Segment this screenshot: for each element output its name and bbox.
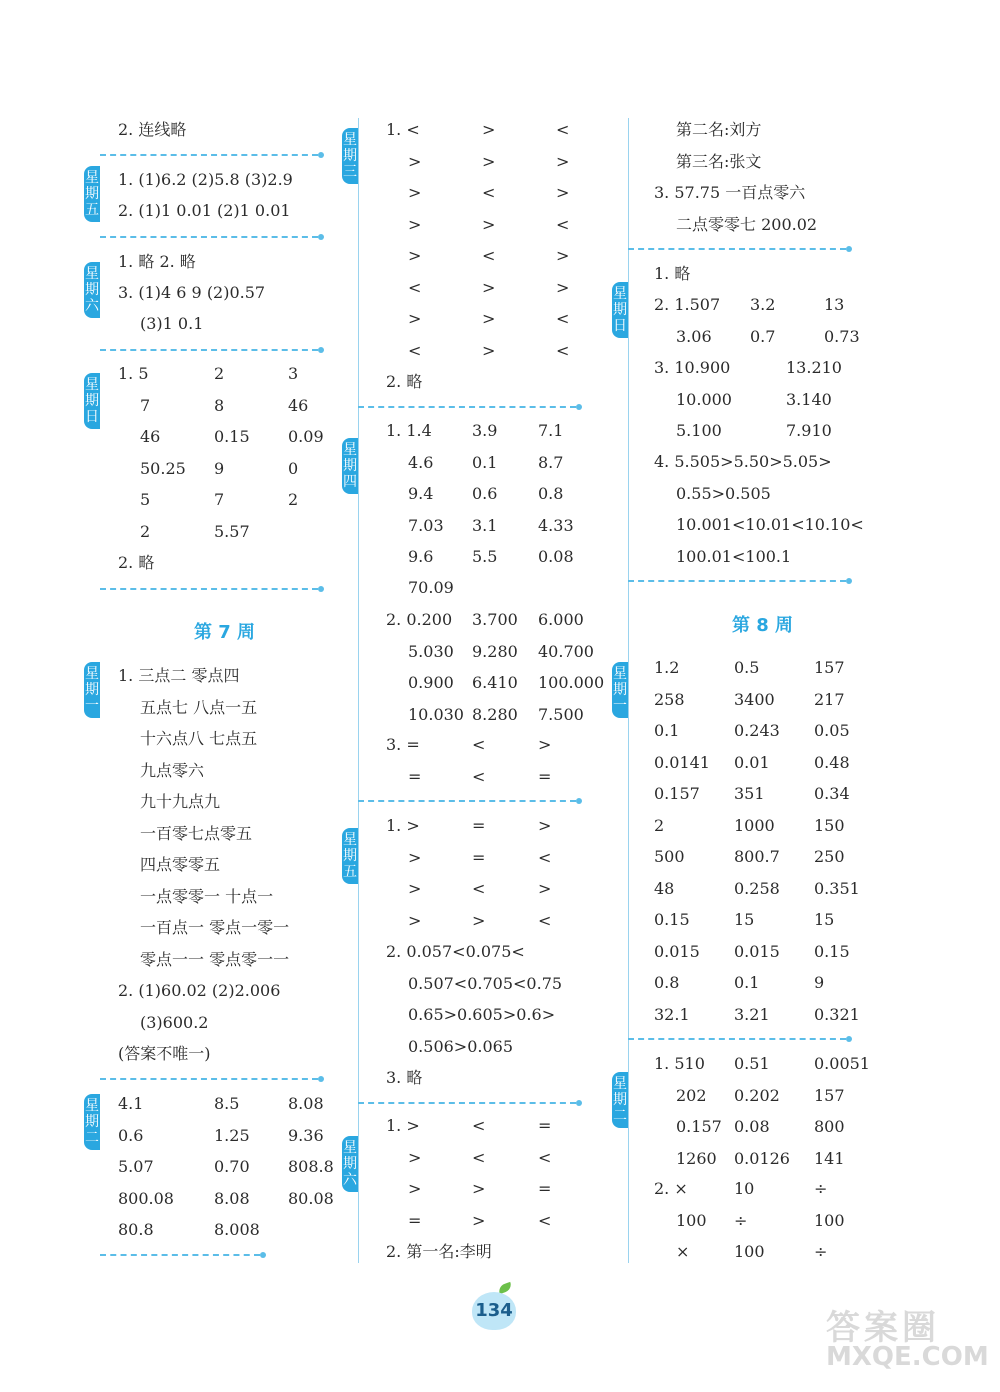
answer-cell: 50.25 [140,458,186,478]
answer-cell: 3.140 [786,389,832,409]
answer-line: 一百零七点零五 [140,823,253,843]
answer-cell: 0.09 [288,427,324,446]
answer-cell: 8 [214,395,225,415]
weekday-tag-monday-2: 星 期 一 [612,662,628,718]
answer-cell: 3.2 [750,295,776,314]
answer-cell: 2. × [654,1179,688,1198]
answer-cell: 9 [214,458,225,478]
answer-cell: 9.6 [408,547,434,566]
answer-cell: 0.351 [814,878,860,898]
answer-cell: 15 [814,910,835,929]
answer-cell: 100 [734,1242,765,1261]
answer-cell: 0.1 [734,973,760,992]
answer-cell: 0.48 [814,752,850,772]
answer-line: 九十九点九 [140,792,221,811]
answer-cell: > [556,151,570,171]
answer-cell: 0.15 [814,941,850,961]
section-divider [358,406,576,408]
answer-cell: 800.08 [118,1188,174,1208]
section-divider [100,349,318,351]
answer-cell: 8.08 [214,1188,250,1208]
answer-cell: 80.8 [118,1220,154,1239]
answer-cell: > [408,879,422,898]
column-divider-left [358,118,359,1263]
answer-line: 0.506>0.065 [408,1036,514,1056]
answer-cell: > [482,277,496,297]
answer-cell: > [408,1179,422,1198]
weekday-tag-friday: 星 期 五 [84,166,100,222]
answer-cell: 13.210 [786,358,842,377]
answer-cell: 8.280 [472,704,518,724]
answer-cell: 0.01 [734,752,770,772]
answer-cell: 0.243 [734,721,780,740]
answer-cell: < [472,1147,486,1167]
answer-cell: 0.0051 [814,1054,870,1073]
answer-cell: > [482,120,496,139]
answer-line: 2. 第一名:李明 [386,1242,492,1261]
answer-line: 一百点一 零点一零一 [140,918,290,937]
answer-cell: < [556,120,570,139]
answer-cell: 202 [676,1085,707,1105]
section-divider [100,1078,318,1080]
page-number: 134 [475,1300,513,1321]
answer-cell: = [408,766,422,786]
answer-line: 10.001<10.01<10.10< [676,515,864,534]
answer-cell: > [482,151,496,171]
weekday-tag-friday-2: 星 期 五 [342,828,358,884]
answer-cell: > [408,309,422,328]
weekday-tag-thursday: 星 期 四 [342,438,358,494]
week-8-heading: 第 8 周 [732,615,794,636]
answer-cell: > [538,735,552,754]
answer-line: 2. (1)60.02 (2)2.006 [118,981,281,1000]
answer-cell: < [556,309,570,328]
answer-line: 2. 0.057<0.075< [386,942,525,961]
answer-cell: < [538,910,552,930]
answer-cell: 1.2 [654,658,680,677]
section-divider [100,1254,260,1256]
answer-cell: 157 [814,1085,845,1105]
answer-line: 3. (1)4 6 9 (2)0.57 [118,283,266,302]
answer-line: (3)600.2 [140,1012,209,1032]
answer-cell: < [472,1116,486,1135]
answer-cell: 8.08 [288,1094,324,1113]
answer-cell: 3.06 [676,326,712,346]
answer-cell: 0.51 [734,1054,770,1073]
answer-cell: × [676,1242,690,1261]
answer-cell: 1. 510 [654,1054,705,1073]
answer-cell: 7.910 [786,421,832,440]
answer-cell: > [408,847,422,867]
answer-cell: > [408,1147,422,1167]
answer-cell: 7 [140,395,151,415]
answer-cell: 9.280 [472,641,518,661]
answer-cell: 351 [734,784,765,803]
answer-cell: ÷ [814,1242,828,1261]
answer-cell: 0.15 [654,910,690,929]
answer-line: 1. 略 [654,264,691,283]
answer-cell: 46 [288,395,309,415]
answer-cell: > [472,1179,486,1198]
answer-cell: 100 [676,1210,707,1230]
answer-cell: 1. > [386,816,420,835]
answer-cell: > [538,816,552,835]
answer-cell: 0.015 [734,941,780,961]
answer-cell: 5 [140,490,151,509]
answer-cell: 8.5 [214,1094,240,1113]
answer-line: 3. 略 [386,1068,423,1087]
answer-cell: 1. 1.4 [386,421,432,440]
answer-cell: 4.6 [408,452,434,472]
answer-cell: 15 [734,910,755,929]
watermark-logo: 答案圈 [826,1308,940,1348]
answer-cell: = [408,1210,422,1230]
answer-cell: 3.1 [472,515,498,535]
answer-cell: > [408,214,422,234]
answer-cell: 40.700 [538,641,594,661]
answer-cell: 0.15 [214,427,250,446]
answer-cell: > [408,246,422,265]
answer-cell: 3. 10.900 [654,358,731,377]
section-divider [100,154,318,156]
answer-cell: 1.25 [214,1125,250,1145]
answer-line: 1. 三点二 零点四 [118,666,240,685]
answer-line: 第三名:张文 [676,151,762,171]
answer-line: 4. 5.505>5.50>5.05> [654,452,832,471]
weekday-tag-wednesday: 星 期 三 [342,128,358,184]
answer-cell: 0.08 [538,547,574,566]
answer-cell: > [556,246,570,265]
answer-cell: > [472,1210,486,1230]
answer-cell: > [408,910,422,930]
answer-cell: > [482,214,496,234]
answer-cell: 0.6 [118,1125,144,1145]
answer-cell: 3 [288,364,299,383]
section-divider [100,588,318,590]
answer-cell: 0.900 [408,673,454,692]
answer-cell: = [472,847,486,867]
answer-line: 0.65>0.605>0.6> [408,1005,556,1024]
answer-cell: = [538,766,552,786]
answer-cell: 150 [814,815,845,835]
answer-cell: > [472,910,486,930]
answer-cell: 250 [814,847,845,866]
answer-cell: 0.6 [472,484,498,503]
answer-cell: < [472,879,486,898]
weekday-tag-sunday: 星 期 日 [84,373,100,429]
weekday-tag-saturday: 星 期 六 [84,262,100,318]
answer-line: 1. (1)6.2 (2)5.8 (3)2.9 [118,170,293,189]
answer-cell: 32.1 [654,1004,690,1024]
answer-cell: ÷ [734,1210,748,1230]
answer-line: 2. (1)1 0.01 (2)1 0.01 [118,201,291,220]
column-divider-right [628,118,629,1263]
answer-line: 零点一一 零点零一一 [140,949,290,969]
answer-line: 四点零零五 [140,855,221,874]
answer-cell: 1260 [676,1148,717,1168]
answer-cell: 9.4 [408,484,434,503]
answer-line: 0.507<0.705<0.75 [408,973,563,993]
weekday-tag-sunday-2: 星 期 日 [612,282,628,338]
answer-cell: 0.8 [538,484,564,503]
answer-cell: = [472,816,486,835]
answer-line: 100.01<100.1 [676,546,792,566]
week-7-heading: 第 7 周 [194,622,256,643]
answer-line: 0.55>0.505 [676,483,771,503]
answer-cell: 0.5 [734,658,760,677]
answer-cell: 500 [654,847,685,866]
answer-line: 2. 略 [386,372,423,391]
answer-cell: 5.57 [214,521,250,541]
answer-cell: > [408,151,422,171]
answer-cell: ÷ [814,1179,828,1198]
answer-cell: 0.8 [654,973,680,992]
answer-cell: 0.258 [734,878,780,898]
answer-cell: 800.7 [734,847,780,866]
section-divider [628,1038,846,1040]
answer-cell: < [556,214,570,234]
answer-line: 九点零六 [140,760,205,780]
answer-cell: 141 [814,1148,845,1168]
answer-cell: 3. = [386,735,420,754]
answer-cell: > [556,183,570,202]
answer-cell: 3.700 [472,610,518,629]
answer-line: (3)1 0.1 [140,314,204,333]
answer-cell: < [482,183,496,202]
answer-line: 十六点八 七点五 [140,729,258,748]
answer-line: 二点零零七 200.02 [676,214,818,234]
answer-cell: 217 [814,689,845,709]
answer-cell: 4.1 [118,1094,144,1113]
answer-cell: 10.000 [676,389,732,409]
answer-cell: 10.030 [408,704,464,724]
answer-cell: 0 [288,458,299,478]
answer-cell: 9 [814,973,825,992]
answer-cell: < [472,766,486,786]
answer-cell: 0.0126 [734,1148,790,1168]
answer-cell: 2 [214,364,225,383]
answer-cell: < [482,246,496,265]
answer-cell: 0.7 [750,326,776,346]
answer-cell: 3400 [734,689,775,709]
answer-cell: < [538,847,552,867]
answer-cell: 0.015 [654,941,700,961]
answer-cell: 48 [654,878,675,898]
answer-cell: 157 [814,658,845,677]
answer-cell: 3.9 [472,421,498,440]
answer-cell: 2. 1.507 [654,295,721,314]
answer-cell: 46 [140,427,161,446]
answer-line: 70.09 [408,578,454,597]
answer-line: 2. 连线略 [118,120,187,139]
answer-cell: < [408,340,422,360]
answer-cell: 1. 5 [118,364,149,383]
answer-cell: 2 [140,521,151,541]
answer-cell: 0.34 [814,784,850,803]
answer-cell: 2 [654,815,665,835]
section-divider [358,800,576,802]
answer-cell: > [482,309,496,328]
answer-cell: > [556,277,570,297]
answer-cell: < [538,1210,552,1230]
answer-cell: 2 [288,490,299,509]
answer-cell: 9.36 [288,1125,324,1145]
answer-cell: 8.7 [538,452,564,472]
answer-cell: > [408,183,422,202]
answer-line: 2. 略 [118,553,155,572]
answer-cell: 3.21 [734,1004,770,1024]
answer-line: 一点零零一 十点一 [140,886,274,906]
answer-cell: 4.33 [538,515,574,535]
answer-cell: 5.100 [676,421,722,440]
answer-cell: 5.030 [408,641,454,661]
section-divider [628,580,846,582]
answer-cell: 80.08 [288,1188,334,1208]
answer-line: 3. 57.75 一百点零六 [654,183,806,202]
answer-cell: 0.73 [824,326,860,346]
answer-cell: 258 [654,689,685,709]
answer-cell: 2. 0.200 [386,610,453,629]
answer-cell: 0.202 [734,1085,780,1105]
answer-line: (答案不唯一) [118,1044,211,1063]
answer-cell: = [538,1179,552,1198]
answer-cell: 100 [814,1210,845,1230]
answer-cell: 0.05 [814,721,850,740]
answer-cell: 7.03 [408,515,444,535]
answer-cell: 7.1 [538,421,564,440]
answer-cell: 1. < [386,120,420,139]
weekday-tag-tuesday: 星 期 二 [84,1094,100,1150]
answer-cell: > [482,340,496,360]
section-divider [358,1102,576,1104]
answer-cell: 6.000 [538,610,584,629]
answer-cell: 13 [824,295,845,314]
watermark-url: MXQE.COM [826,1342,989,1372]
answer-cell: 6.410 [472,673,518,692]
answer-cell: > [538,879,552,898]
answer-cell: 0.157 [654,784,700,803]
answer-cell: 10 [734,1179,755,1198]
weekday-tag-tuesday-2: 星 期 二 [612,1072,628,1128]
answer-cell: 0.157 [676,1117,722,1136]
weekday-tag-saturday-2: 星 期 六 [342,1136,358,1192]
answer-cell: 5.07 [118,1157,154,1176]
answer-cell: 5.5 [472,547,498,566]
answer-cell: 7 [214,490,225,509]
answer-cell: < [472,735,486,754]
answer-line: 1. 略 2. 略 [118,252,196,271]
answer-cell: 100.000 [538,673,605,692]
answer-cell: 7.500 [538,704,584,724]
answer-cell: 0.08 [734,1117,770,1136]
answer-cell: = [538,1116,552,1135]
answer-cell: 8.008 [214,1220,260,1239]
weekday-tag-monday: 星 期 一 [84,662,100,718]
answer-cell: 808.8 [288,1157,334,1176]
section-divider [628,248,846,250]
answer-cell: < [408,277,422,297]
answer-cell: < [556,340,570,360]
answer-line: 第二名:刘方 [676,120,762,139]
answer-cell: 0.321 [814,1004,860,1024]
answer-cell: 0.70 [214,1157,250,1176]
answer-cell: 0.1 [472,452,498,472]
answer-line: 五点七 八点一五 [140,697,258,717]
answer-cell: 0.1 [654,721,680,740]
answer-cell: 1000 [734,815,775,835]
answer-cell: 0.0141 [654,752,710,772]
answer-cell: < [538,1147,552,1167]
section-divider [100,236,318,238]
answer-cell: 1. > [386,1116,420,1135]
answer-cell: 800 [814,1117,845,1136]
